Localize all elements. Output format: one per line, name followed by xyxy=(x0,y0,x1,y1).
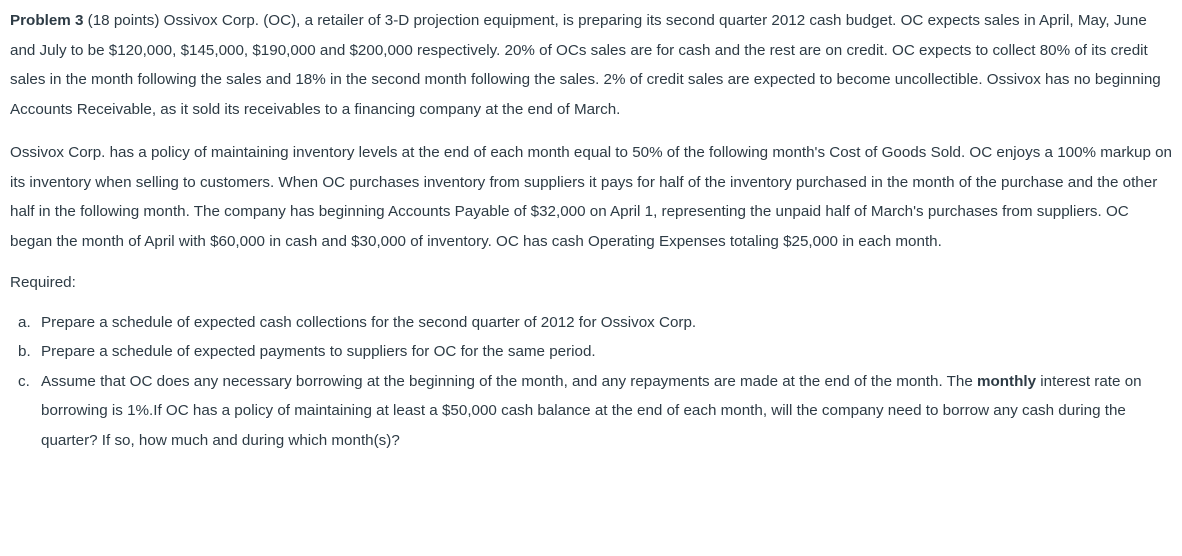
list-item xyxy=(10,308,1174,338)
list-item-text-start: Assume that OC does any necessary borrowing at the beginning of the month, and any repayments are made at the end of the month. The xyxy=(41,372,977,390)
list-item-text: Prepare a schedule of expected payments to suppliers for OC for the same period. xyxy=(41,343,596,360)
list-item xyxy=(10,337,1174,367)
list-item-text-end: interest rate on borrowing is 1%.If OC has a policy of maintaining at least a $50,000 cash balance at the end of each month, will the company need to borrow any cash during the quarter? If so, how much and during which month(s)? xyxy=(41,372,1142,449)
emphasis-monthly: monthly xyxy=(977,372,1037,390)
problem-intro-paragraph xyxy=(10,6,1174,124)
list-item-text: Prepare a schedule of expected cash collections for the second quarter of 2012 for Ossivox Corp. xyxy=(41,313,697,331)
inventory-policy-paragraph: Ossivox Corp. has a policy of maintaining inventory levels at the end of each month equal to 50% of the following month's Cost of Goods Sold. OC enjoys a 100% markup on its inventory when selling to customers. When OC purchases inventory from suppliers it pays for half of the inventory purchased in the month of the purchase and the other half in the following month. The company has beginning Accounts Payable of $32,000 on April 1, representing the unpaid half of March's purchases from suppliers. OC began the month of April with $60,000 in cash and $30,000 of inventory. OC has cash Operating Expenses totaling $25,000 in each month. xyxy=(10,144,1173,250)
problem-points: (18 points) xyxy=(83,12,164,29)
list-marker: c. xyxy=(18,372,30,390)
requirements-list xyxy=(10,308,1174,456)
list-marker: b. xyxy=(18,343,31,360)
list-marker: a. xyxy=(18,313,31,331)
required-label: Required: xyxy=(10,274,76,291)
paragraph-text: Ossivox Corp. (OC), a retailer of 3-D projection equipment, is preparing its second quarter 2012 cash budget. OC expects sales in April, May, June and July to be $120,000, $145,000, $190,000 and $200,000 respectively. 20% of OCs sales are for cash and the rest are on credit. OC expects to collect 80% of its credit sales in the month following the sales and 18% in the second month following the sales. 2% of credit sales are expected to become uncollectible. Ossivox has no beginning Accounts Receivable, as it sold its receivables to a financing company at the end of March. xyxy=(10,12,1161,118)
list-item xyxy=(10,367,1174,456)
problem-heading: Problem 3 xyxy=(10,12,84,29)
